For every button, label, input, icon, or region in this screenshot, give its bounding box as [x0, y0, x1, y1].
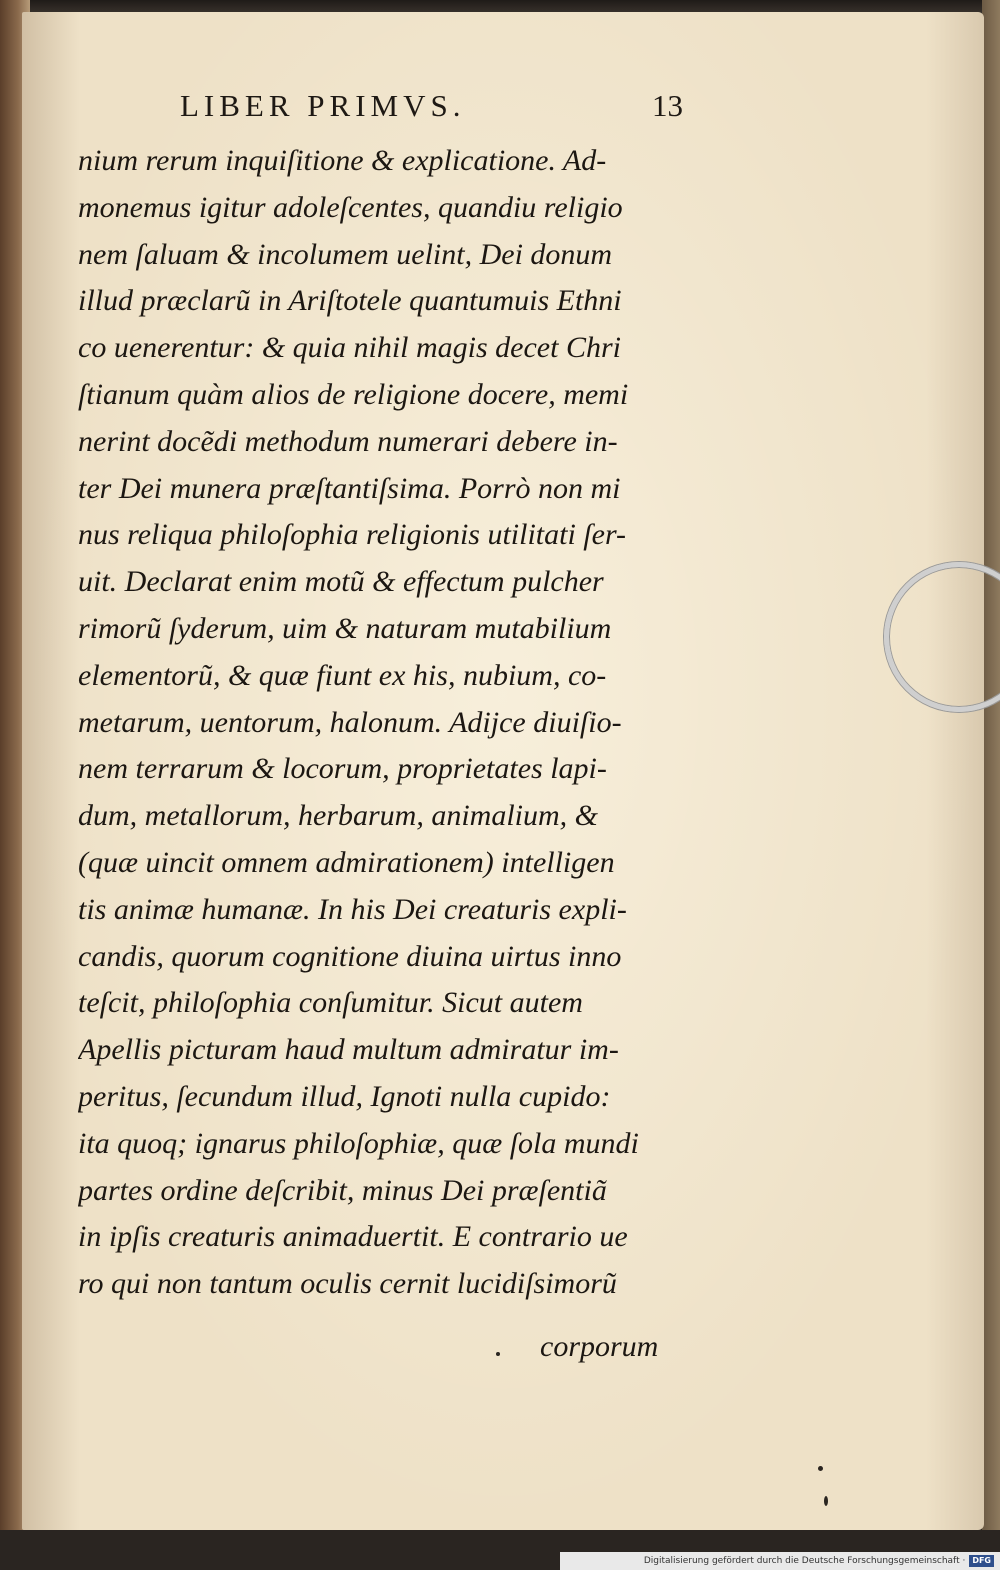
text-line: nium rerum inquiſitione & explicatione. Ad- — [78, 144, 607, 177]
text-line: ſtianum quàm alios de religione docere, memi — [78, 377, 629, 411]
text-line: nem terrarum & locorum, proprietates lapi- — [78, 752, 607, 786]
text-line: Apellis picturam haud multum admiratur im- — [78, 1033, 619, 1067]
footer-credit-bar — [560, 1552, 1000, 1570]
text-line: co uenerentur: & quia nihil magis decet Chri — [78, 331, 621, 365]
running-head — [180, 88, 700, 128]
dfg-logo: DFG — [969, 1555, 994, 1567]
text-line: partes ordine deſcribit, minus Dei præſentiã — [78, 1173, 607, 1207]
ink-speck — [496, 1352, 500, 1356]
text-line: uit. Declarat enim motũ & effectum pulcher — [78, 565, 604, 599]
text-line: illud præclarũ in Ariſtotele quantumuis Ethni — [78, 284, 622, 318]
text-line: tis animæ humanæ. In his Dei creaturis expli- — [78, 892, 627, 926]
text-line: (quæ uincit omnem admirationem) intelligen — [78, 845, 615, 879]
body-text — [78, 138, 688, 1308]
text-line: rimorũ ſyderum, uim & naturam mutabilium — [78, 611, 612, 645]
text-line: nerint docẽdi methodum numerari debere in- — [78, 424, 618, 458]
text-line: nem ſaluam & incolumem uelint, Dei donum — [78, 237, 613, 271]
text-line: candis, quorum cognitione diuina uirtus inno — [78, 939, 622, 973]
text-line: metarum, uentorum, halonum. Adijce diuiſio- — [78, 705, 622, 739]
text-line: peritus, ſecundum illud, Ignoti nulla cupido: — [78, 1079, 611, 1113]
text-line: nus reliqua philoſophia religionis utilitati ſer- — [78, 518, 627, 552]
footer-credit-text: Digitalisierung gefördert durch die Deutsche Forschungsgemeinschaft · — [643, 1556, 966, 1566]
text-line: ter Dei munera præſtantiſsima. Porrò non mi — [78, 471, 621, 505]
catchword: corporum — [540, 1330, 659, 1363]
text-line: in ipſis creaturis animaduertit. E contrario ue — [78, 1220, 628, 1254]
text-line: ro qui non tantum oculis cernit lucidiſsimorũ — [78, 1267, 617, 1301]
text-line: ita quoq; ignarus philoſophiæ, quæ ſola mundi — [78, 1126, 639, 1160]
right-book-edge — [982, 0, 1000, 1570]
running-head-title: LIBER PRIMVS. — [180, 88, 466, 123]
text-line: dum, metallorum, herbarum, animalium, & — [78, 799, 598, 833]
text-line: teſcit, philoſophia conſumitur. Sicut autem — [78, 986, 583, 1020]
ink-speck — [824, 1496, 828, 1506]
page-number: 13 — [652, 88, 683, 123]
ink-speck — [818, 1466, 823, 1471]
text-line: monemus igitur adoleſcentes, quandiu religio — [78, 190, 623, 224]
text-line: elementorũ, & quæ fiunt ex his, nubium, co- — [78, 658, 607, 692]
